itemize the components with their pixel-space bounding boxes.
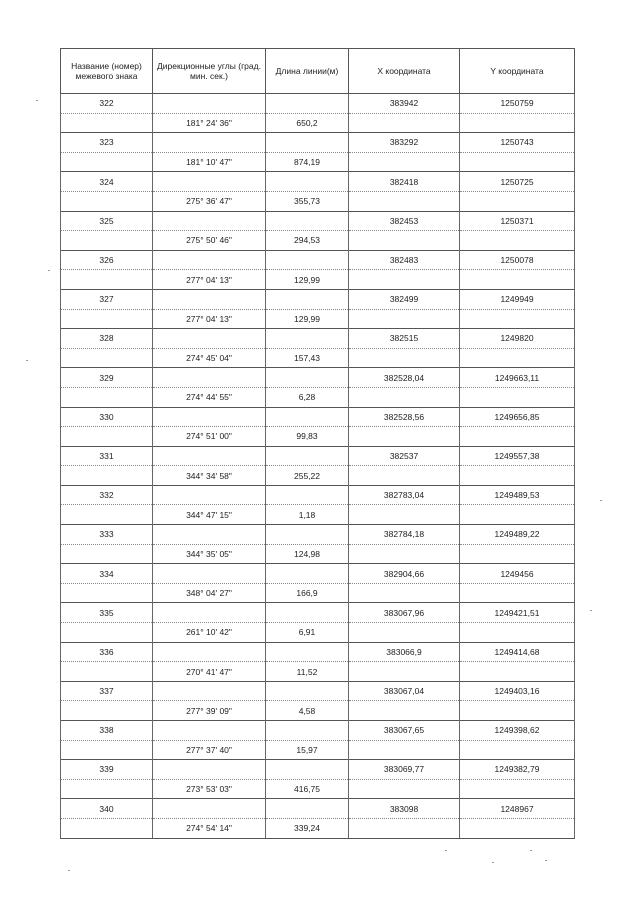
x-coordinate-cell-empty xyxy=(349,270,460,290)
segment-row xyxy=(61,309,575,329)
marker-name-cell-empty xyxy=(61,427,153,447)
y-coordinate-cell-empty xyxy=(460,309,575,329)
length-cell-empty xyxy=(266,564,349,584)
marker-name-cell: 325 xyxy=(61,211,153,231)
segment-row xyxy=(61,818,575,838)
header-x-coordinate: X координата xyxy=(349,49,460,94)
marker-name-cell-empty xyxy=(61,544,153,564)
bearing-cell: 275° 50' 46" xyxy=(153,231,266,251)
marker-name-cell: 330 xyxy=(61,407,153,427)
bearing-cell: 274° 54' 14" xyxy=(153,818,266,838)
header-length: Длина линии(м) xyxy=(266,49,349,94)
x-coordinate-cell-empty xyxy=(349,427,460,447)
segment-row xyxy=(61,701,575,721)
x-coordinate-cell: 382537 xyxy=(349,446,460,466)
point-row xyxy=(61,329,575,349)
length-cell: 339,24 xyxy=(266,818,349,838)
segment-row xyxy=(61,387,575,407)
marker-name-cell-empty xyxy=(61,348,153,368)
bearing-cell: 275° 36' 47" xyxy=(153,191,266,211)
bearing-cell: 344° 35' 05" xyxy=(153,544,266,564)
y-coordinate-cell: 1249414,68 xyxy=(460,642,575,662)
x-coordinate-cell-empty xyxy=(349,818,460,838)
bearing-cell: 344° 34' 58" xyxy=(153,466,266,486)
length-cell-empty xyxy=(266,603,349,623)
point-row xyxy=(61,289,575,309)
segment-row xyxy=(61,583,575,603)
length-cell-empty xyxy=(266,211,349,231)
bearing-cell: 273° 53' 03" xyxy=(153,779,266,799)
length-cell-empty xyxy=(266,525,349,545)
marker-name-cell: 329 xyxy=(61,368,153,388)
y-coordinate-cell: 1250759 xyxy=(460,94,575,114)
length-cell: 11,52 xyxy=(266,662,349,682)
y-coordinate-cell-empty xyxy=(460,779,575,799)
point-row xyxy=(61,407,575,427)
marker-name-cell-empty xyxy=(61,623,153,643)
length-cell-empty xyxy=(266,642,349,662)
length-cell: 166,9 xyxy=(266,583,349,603)
segment-row xyxy=(61,740,575,760)
point-row xyxy=(61,564,575,584)
x-coordinate-cell-empty xyxy=(349,113,460,133)
y-coordinate-cell: 1249557,38 xyxy=(460,446,575,466)
point-row xyxy=(61,603,575,623)
x-coordinate-cell: 382418 xyxy=(349,172,460,192)
length-cell-empty xyxy=(266,133,349,153)
x-coordinate-cell: 382528,56 xyxy=(349,407,460,427)
bearing-cell-empty xyxy=(153,760,266,780)
segment-row xyxy=(61,152,575,172)
bearing-cell-empty xyxy=(153,485,266,505)
length-cell: 6,91 xyxy=(266,623,349,643)
y-coordinate-cell-empty xyxy=(460,427,575,447)
length-cell: 124,98 xyxy=(266,544,349,564)
marker-name-cell-empty xyxy=(61,466,153,486)
x-coordinate-cell: 382453 xyxy=(349,211,460,231)
x-coordinate-cell: 383067,96 xyxy=(349,603,460,623)
length-cell: 6,28 xyxy=(266,387,349,407)
y-coordinate-cell: 1250725 xyxy=(460,172,575,192)
marker-name-cell-empty xyxy=(61,662,153,682)
length-cell: 129,99 xyxy=(266,309,349,329)
length-cell: 157,43 xyxy=(266,348,349,368)
x-coordinate-cell-empty xyxy=(349,466,460,486)
x-coordinate-cell-empty xyxy=(349,701,460,721)
x-coordinate-cell-empty xyxy=(349,544,460,564)
length-cell-empty xyxy=(266,799,349,819)
y-coordinate-cell-empty xyxy=(460,662,575,682)
bearing-cell-empty xyxy=(153,681,266,701)
marker-name-cell: 338 xyxy=(61,721,153,741)
marker-name-cell: 337 xyxy=(61,681,153,701)
y-coordinate-cell: 1249489,22 xyxy=(460,525,575,545)
segment-row xyxy=(61,544,575,564)
bearing-cell: 274° 51' 00" xyxy=(153,427,266,447)
length-cell-empty xyxy=(266,329,349,349)
y-coordinate-cell: 1250743 xyxy=(460,133,575,153)
y-coordinate-cell-empty xyxy=(460,623,575,643)
length-cell-empty xyxy=(266,760,349,780)
x-coordinate-cell-empty xyxy=(349,662,460,682)
bearing-cell-empty xyxy=(153,721,266,741)
length-cell-empty xyxy=(266,407,349,427)
x-coordinate-cell: 382499 xyxy=(349,289,460,309)
x-coordinate-cell: 382783,04 xyxy=(349,485,460,505)
bearing-cell-empty xyxy=(153,603,266,623)
point-row xyxy=(61,368,575,388)
marker-name-cell-empty xyxy=(61,191,153,211)
bearing-cell: 270° 41' 47" xyxy=(153,662,266,682)
marker-name-cell-empty xyxy=(61,740,153,760)
bearing-cell: 277° 04' 13" xyxy=(153,270,266,290)
bearing-cell: 274° 45' 04" xyxy=(153,348,266,368)
bearing-cell: 181° 10' 47" xyxy=(153,152,266,172)
bearing-cell-empty xyxy=(153,642,266,662)
y-coordinate-cell-empty xyxy=(460,466,575,486)
bearing-cell-empty xyxy=(153,329,266,349)
y-coordinate-cell: 1250078 xyxy=(460,250,575,270)
length-cell: 294,53 xyxy=(266,231,349,251)
length-cell: 874,19 xyxy=(266,152,349,172)
x-coordinate-cell: 382904,66 xyxy=(349,564,460,584)
bearing-cell: 277° 04' 13" xyxy=(153,309,266,329)
point-row xyxy=(61,760,575,780)
marker-name-cell-empty xyxy=(61,505,153,525)
segment-row xyxy=(61,348,575,368)
marker-name-cell: 322 xyxy=(61,94,153,114)
y-coordinate-cell-empty xyxy=(460,270,575,290)
x-coordinate-cell: 383292 xyxy=(349,133,460,153)
x-coordinate-cell-empty xyxy=(349,387,460,407)
bearing-cell-empty xyxy=(153,446,266,466)
marker-name-cell-empty xyxy=(61,387,153,407)
bearing-cell: 181° 24' 36" xyxy=(153,113,266,133)
y-coordinate-cell-empty xyxy=(460,701,575,721)
x-coordinate-cell: 383067,04 xyxy=(349,681,460,701)
point-row xyxy=(61,485,575,505)
length-cell-empty xyxy=(266,94,349,114)
point-row xyxy=(61,133,575,153)
marker-name-cell: 331 xyxy=(61,446,153,466)
y-coordinate-cell-empty xyxy=(460,152,575,172)
bearing-cell-empty xyxy=(153,525,266,545)
segment-row xyxy=(61,505,575,525)
length-cell: 355,73 xyxy=(266,191,349,211)
y-coordinate-cell-empty xyxy=(460,583,575,603)
y-coordinate-cell-empty xyxy=(460,740,575,760)
length-cell-empty xyxy=(266,289,349,309)
marker-name-cell: 339 xyxy=(61,760,153,780)
length-cell-empty xyxy=(266,681,349,701)
marker-name-cell-empty xyxy=(61,818,153,838)
x-coordinate-cell-empty xyxy=(349,152,460,172)
segment-row xyxy=(61,270,575,290)
x-coordinate-cell-empty xyxy=(349,309,460,329)
marker-name-cell: 336 xyxy=(61,642,153,662)
marker-name-cell-empty xyxy=(61,231,153,251)
x-coordinate-cell: 382515 xyxy=(349,329,460,349)
segment-row xyxy=(61,231,575,251)
bearing-cell: 348° 04' 27" xyxy=(153,583,266,603)
bearing-cell-empty xyxy=(153,799,266,819)
marker-name-cell: 334 xyxy=(61,564,153,584)
bearing-cell-empty xyxy=(153,564,266,584)
y-coordinate-cell: 1249489,53 xyxy=(460,485,575,505)
marker-name-cell: 333 xyxy=(61,525,153,545)
length-cell-empty xyxy=(266,172,349,192)
x-coordinate-cell-empty xyxy=(349,779,460,799)
table-header-row xyxy=(61,49,575,94)
length-cell: 99,83 xyxy=(266,427,349,447)
x-coordinate-cell: 382784,18 xyxy=(349,525,460,545)
marker-name-cell-empty xyxy=(61,270,153,290)
marker-name-cell-empty xyxy=(61,152,153,172)
point-row xyxy=(61,642,575,662)
segment-row xyxy=(61,662,575,682)
header-bearing: Дирекционные углы (град. мин. сек.) xyxy=(153,49,266,94)
y-coordinate-cell: 1249403,16 xyxy=(460,681,575,701)
point-row xyxy=(61,211,575,231)
bearing-cell: 344° 47' 15" xyxy=(153,505,266,525)
x-coordinate-cell-empty xyxy=(349,191,460,211)
y-coordinate-cell: 1250371 xyxy=(460,211,575,231)
x-coordinate-cell: 383067,65 xyxy=(349,721,460,741)
point-row xyxy=(61,250,575,270)
point-row xyxy=(61,94,575,114)
bearing-cell-empty xyxy=(153,289,266,309)
length-cell-empty xyxy=(266,250,349,270)
length-cell: 1,18 xyxy=(266,505,349,525)
x-coordinate-cell-empty xyxy=(349,231,460,251)
y-coordinate-cell-empty xyxy=(460,544,575,564)
point-row xyxy=(61,525,575,545)
y-coordinate-cell: 1249421,51 xyxy=(460,603,575,623)
point-row xyxy=(61,681,575,701)
marker-name-cell: 328 xyxy=(61,329,153,349)
bearing-cell-empty xyxy=(153,94,266,114)
length-cell: 255,22 xyxy=(266,466,349,486)
length-cell: 4,58 xyxy=(266,701,349,721)
point-row xyxy=(61,446,575,466)
length-cell-empty xyxy=(266,368,349,388)
y-coordinate-cell-empty xyxy=(460,231,575,251)
marker-name-cell: 326 xyxy=(61,250,153,270)
segment-row xyxy=(61,466,575,486)
marker-name-cell: 335 xyxy=(61,603,153,623)
bearing-cell-empty xyxy=(153,407,266,427)
marker-name-cell: 332 xyxy=(61,485,153,505)
x-coordinate-cell: 383066,9 xyxy=(349,642,460,662)
point-row xyxy=(61,799,575,819)
point-row xyxy=(61,721,575,741)
length-cell: 129,99 xyxy=(266,270,349,290)
x-coordinate-cell-empty xyxy=(349,740,460,760)
marker-name-cell-empty xyxy=(61,701,153,721)
y-coordinate-cell: 1249663,11 xyxy=(460,368,575,388)
marker-name-cell: 324 xyxy=(61,172,153,192)
bearing-cell-empty xyxy=(153,133,266,153)
length-cell-empty xyxy=(266,446,349,466)
marker-name-cell-empty xyxy=(61,583,153,603)
table-body xyxy=(61,94,575,839)
bearing-cell-empty xyxy=(153,250,266,270)
y-coordinate-cell: 1249398,62 xyxy=(460,721,575,741)
y-coordinate-cell-empty xyxy=(460,191,575,211)
x-coordinate-cell: 382528,04 xyxy=(349,368,460,388)
bearing-cell: 277° 37' 40" xyxy=(153,740,266,760)
boundary-coordinates-table xyxy=(60,48,575,839)
segment-row xyxy=(61,191,575,211)
marker-name-cell-empty xyxy=(61,309,153,329)
marker-name-cell: 323 xyxy=(61,133,153,153)
y-coordinate-cell-empty xyxy=(460,505,575,525)
length-cell: 650,2 xyxy=(266,113,349,133)
x-coordinate-cell: 382483 xyxy=(349,250,460,270)
x-coordinate-cell: 383069,77 xyxy=(349,760,460,780)
y-coordinate-cell-empty xyxy=(460,113,575,133)
x-coordinate-cell-empty xyxy=(349,623,460,643)
y-coordinate-cell: 1249949 xyxy=(460,289,575,309)
y-coordinate-cell-empty xyxy=(460,387,575,407)
bearing-cell-empty xyxy=(153,172,266,192)
segment-row xyxy=(61,113,575,133)
length-cell: 416,75 xyxy=(266,779,349,799)
marker-name-cell: 340 xyxy=(61,799,153,819)
point-row xyxy=(61,172,575,192)
x-coordinate-cell-empty xyxy=(349,583,460,603)
y-coordinate-cell-empty xyxy=(460,818,575,838)
bearing-cell-empty xyxy=(153,368,266,388)
bearing-cell: 274° 44' 55" xyxy=(153,387,266,407)
segment-row xyxy=(61,779,575,799)
x-coordinate-cell: 383098 xyxy=(349,799,460,819)
header-marker-name: Название (номер) межевого знака xyxy=(61,49,153,94)
header-y-coordinate: Y координата xyxy=(460,49,575,94)
length-cell-empty xyxy=(266,485,349,505)
y-coordinate-cell: 1248967 xyxy=(460,799,575,819)
x-coordinate-cell: 383942 xyxy=(349,94,460,114)
bearing-cell-empty xyxy=(153,211,266,231)
length-cell: 15,97 xyxy=(266,740,349,760)
bearing-cell: 261° 10' 42" xyxy=(153,623,266,643)
marker-name-cell: 327 xyxy=(61,289,153,309)
y-coordinate-cell: 1249456 xyxy=(460,564,575,584)
marker-name-cell-empty xyxy=(61,113,153,133)
y-coordinate-cell: 1249382,79 xyxy=(460,760,575,780)
y-coordinate-cell-empty xyxy=(460,348,575,368)
x-coordinate-cell-empty xyxy=(349,348,460,368)
y-coordinate-cell: 1249820 xyxy=(460,329,575,349)
y-coordinate-cell: 1249656,85 xyxy=(460,407,575,427)
segment-row xyxy=(61,427,575,447)
length-cell-empty xyxy=(266,721,349,741)
bearing-cell: 277° 39' 09" xyxy=(153,701,266,721)
segment-row xyxy=(61,623,575,643)
marker-name-cell-empty xyxy=(61,779,153,799)
x-coordinate-cell-empty xyxy=(349,505,460,525)
